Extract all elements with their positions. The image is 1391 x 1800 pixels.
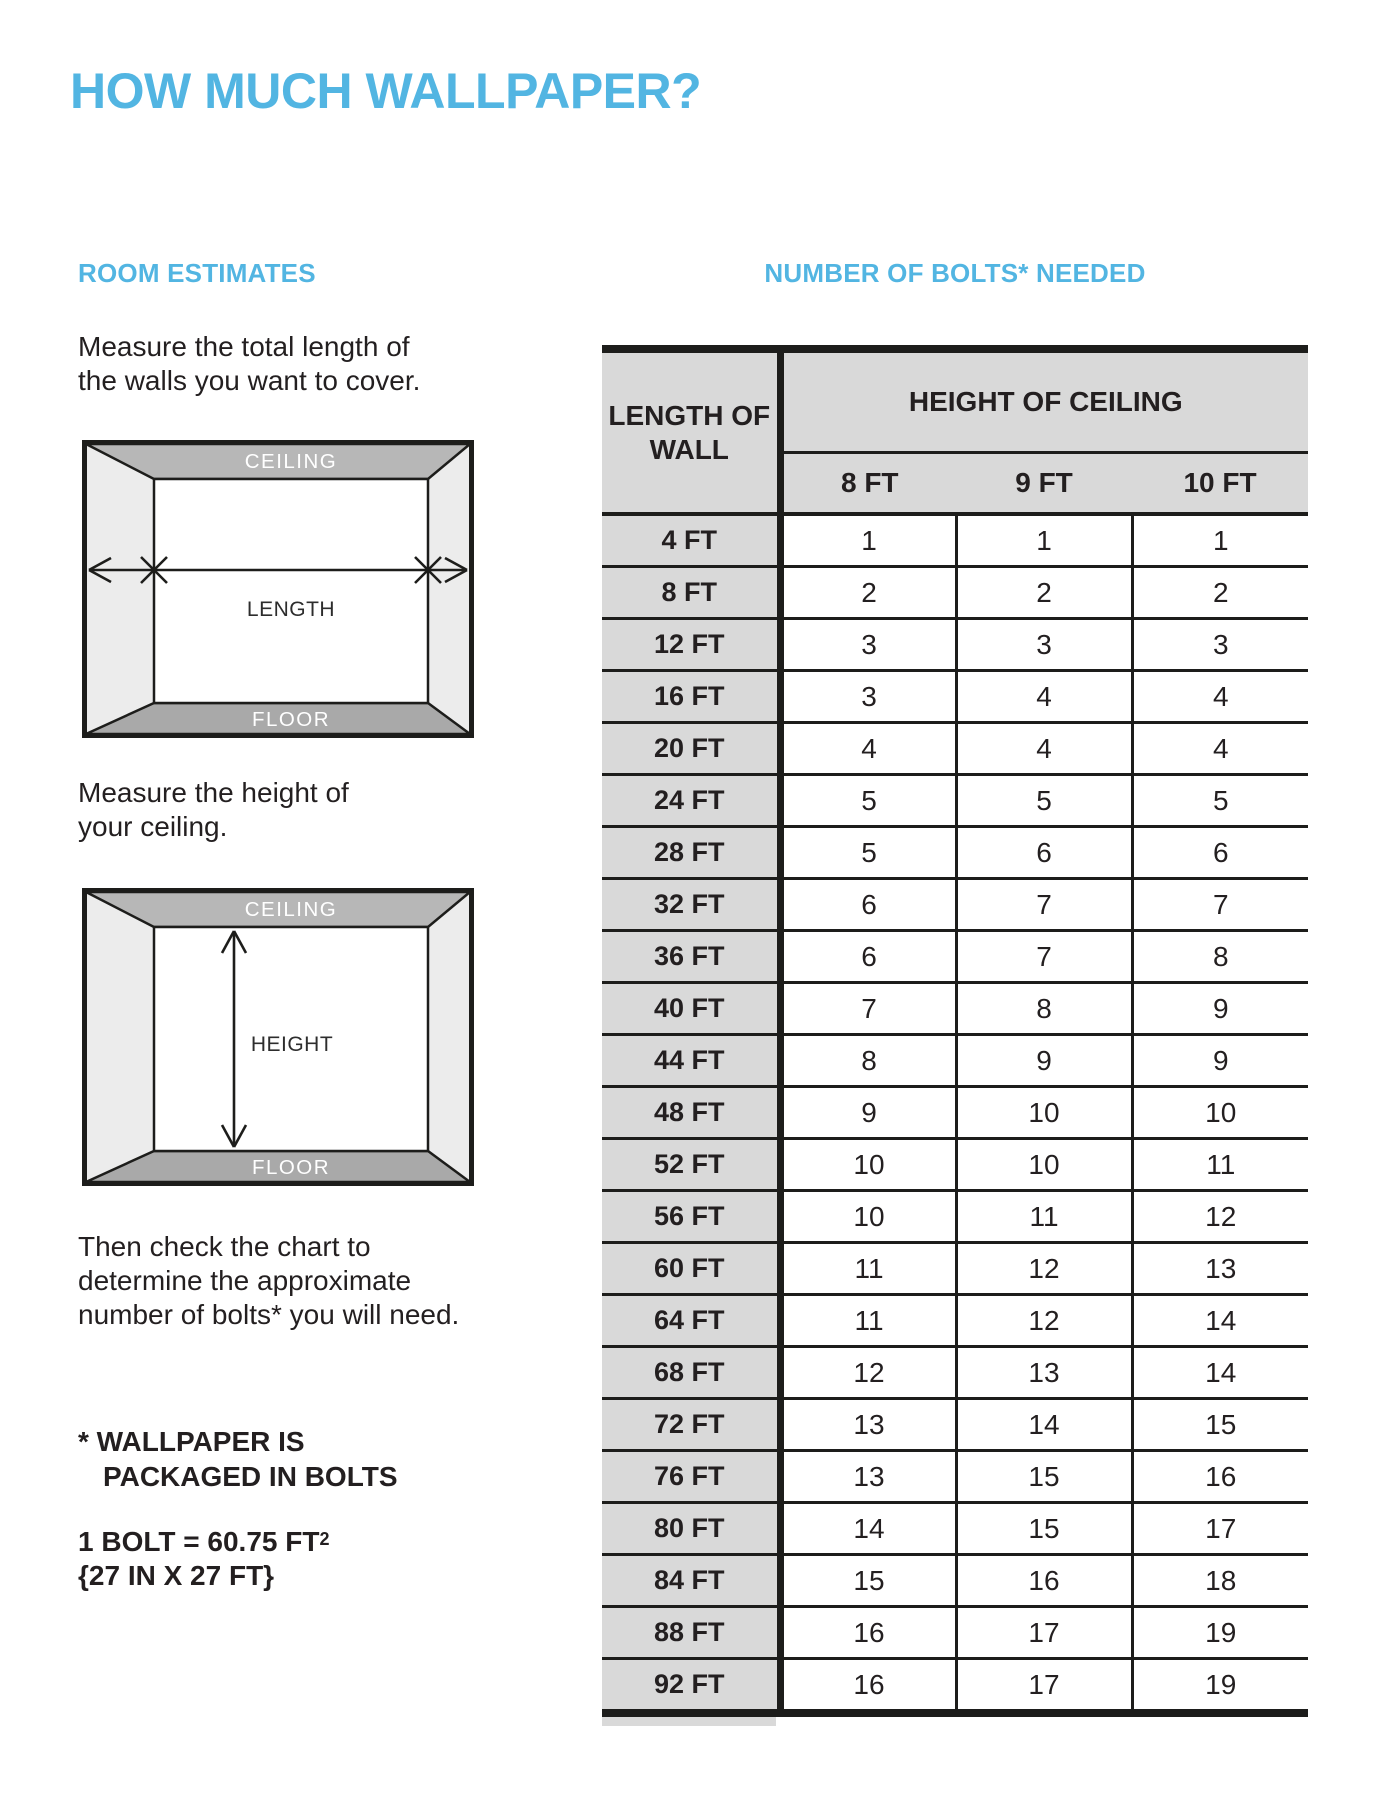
table-row [602, 1503, 1308, 1555]
bolts-cell-10ft: 12 [1132, 1191, 1308, 1243]
step3-line: Then check the chart to [78, 1231, 371, 1262]
row-length-label: 76 FT [602, 1451, 780, 1503]
length-label: LENGTH [246, 598, 336, 621]
bolts-cell-10ft: 6 [1132, 827, 1308, 879]
bolt-size-note [78, 1522, 329, 1593]
row-length-label: 4 FT [602, 514, 780, 567]
row-length-label: 16 FT [602, 671, 780, 723]
table-row [602, 879, 1308, 931]
step1-line: the walls you want to cover. [78, 365, 421, 396]
bolts-cell-9ft: 8 [956, 983, 1132, 1035]
bolts-table [602, 345, 1308, 1717]
table-row [602, 775, 1308, 827]
footnote-line: PACKAGED IN BOLTS [103, 1461, 398, 1492]
bolts-cell-9ft: 2 [956, 567, 1132, 619]
table-row [602, 1191, 1308, 1243]
bolt-equation [78, 1522, 329, 1559]
table-row [602, 1295, 1308, 1347]
bolts-cell-8ft: 16 [780, 1659, 956, 1714]
bolts-cell-9ft: 12 [956, 1295, 1132, 1347]
row-length-label: 20 FT [602, 723, 780, 775]
bolt-equation-text: 1 BOLT = 60.75 FT [78, 1526, 320, 1557]
bolts-cell-10ft: 19 [1132, 1659, 1308, 1714]
height-label: HEIGHT [250, 1033, 334, 1056]
bolts-cell-9ft: 7 [956, 931, 1132, 983]
table-row [602, 983, 1308, 1035]
step1-line: Measure the total length of [78, 331, 410, 362]
step3-line: number of bolts* you will need. [78, 1299, 460, 1330]
page-title: HOW MUCH WALLPAPER? [70, 63, 702, 119]
bolts-cell-9ft: 1 [956, 514, 1132, 567]
table-row [602, 1243, 1308, 1295]
bolts-cell-9ft: 7 [956, 879, 1132, 931]
row-length-label: 88 FT [602, 1607, 780, 1659]
bolts-cell-9ft: 15 [956, 1451, 1132, 1503]
bolts-cell-8ft: 16 [780, 1607, 956, 1659]
bolts-cell-9ft: 4 [956, 723, 1132, 775]
bolts-cell-8ft: 3 [780, 671, 956, 723]
row-length-label: 52 FT [602, 1139, 780, 1191]
bolts-cell-8ft: 10 [780, 1191, 956, 1243]
row-length-label: 84 FT [602, 1555, 780, 1607]
bolts-cell-10ft: 3 [1132, 619, 1308, 671]
bolts-cell-9ft: 15 [956, 1503, 1132, 1555]
bolts-cell-8ft: 4 [780, 723, 956, 775]
table-row [602, 1399, 1308, 1451]
height-of-ceiling-header: HEIGHT OF CEILING [780, 349, 1308, 453]
bolts-cell-8ft: 3 [780, 619, 956, 671]
table-row [602, 1451, 1308, 1503]
table-row [602, 931, 1308, 983]
table-row [602, 827, 1308, 879]
table-row [602, 1659, 1308, 1714]
row-length-label: 12 FT [602, 619, 780, 671]
table-row [602, 1035, 1308, 1087]
bolts-cell-8ft: 13 [780, 1451, 956, 1503]
bolts-cell-9ft: 12 [956, 1243, 1132, 1295]
table-row [602, 1139, 1308, 1191]
bolts-cell-10ft: 11 [1132, 1139, 1308, 1191]
bolts-cell-10ft: 9 [1132, 1035, 1308, 1087]
table-row [602, 514, 1308, 567]
bolts-cell-9ft: 13 [956, 1347, 1132, 1399]
bolts-cell-8ft: 5 [780, 827, 956, 879]
bolts-cell-9ft: 17 [956, 1607, 1132, 1659]
col-header-9ft: 9 FT [956, 453, 1132, 515]
row-length-label: 32 FT [602, 879, 780, 931]
col-header-10ft: 10 FT [1132, 453, 1308, 515]
bolts-cell-8ft: 11 [780, 1295, 956, 1347]
row-length-label: 24 FT [602, 775, 780, 827]
table-row [602, 671, 1308, 723]
row-length-label: 36 FT [602, 931, 780, 983]
bolts-cell-8ft: 9 [780, 1087, 956, 1139]
bolts-cell-10ft: 18 [1132, 1555, 1308, 1607]
bolts-cell-10ft: 15 [1132, 1399, 1308, 1451]
footnote-line: * WALLPAPER IS [78, 1426, 305, 1457]
bolts-cell-9ft: 5 [956, 775, 1132, 827]
table-row [602, 619, 1308, 671]
bolts-cell-10ft: 14 [1132, 1347, 1308, 1399]
table-row [602, 1607, 1308, 1659]
step2-line: Measure the height of [78, 777, 349, 808]
bolts-cell-8ft: 10 [780, 1139, 956, 1191]
table-row [602, 723, 1308, 775]
bolts-cell-8ft: 12 [780, 1347, 956, 1399]
bolts-cell-9ft: 9 [956, 1035, 1132, 1087]
row-length-label: 92 FT [602, 1659, 780, 1714]
row-length-label: 28 FT [602, 827, 780, 879]
room-height-diagram [82, 888, 474, 1186]
bolts-needed-heading: NUMBER OF BOLTS* NEEDED [764, 258, 1146, 288]
bolts-cell-8ft: 7 [780, 983, 956, 1035]
bolts-cell-8ft: 6 [780, 879, 956, 931]
bolts-cell-8ft: 1 [780, 514, 956, 567]
row-length-label: 60 FT [602, 1243, 780, 1295]
instruction-step-2 [78, 776, 349, 844]
bolts-cell-10ft: 4 [1132, 723, 1308, 775]
bolts-cell-10ft: 14 [1132, 1295, 1308, 1347]
label-column-stub [602, 1717, 776, 1726]
instruction-step-3 [78, 1230, 459, 1332]
col-header-8ft: 8 FT [780, 453, 956, 515]
back-wall [154, 479, 428, 703]
table-row [602, 1347, 1308, 1399]
row-length-label: 40 FT [602, 983, 780, 1035]
row-length-label: 72 FT [602, 1399, 780, 1451]
floor-label: FLOOR [251, 1156, 331, 1179]
bolts-cell-9ft: 17 [956, 1659, 1132, 1714]
floor-label: FLOOR [251, 708, 331, 731]
row-length-label: 68 FT [602, 1347, 780, 1399]
ceiling-label: CEILING [244, 898, 338, 921]
bolts-table-wrap [602, 345, 1308, 1726]
step2-line: your ceiling. [78, 811, 228, 842]
bolts-cell-10ft: 2 [1132, 567, 1308, 619]
bolts-cell-10ft: 19 [1132, 1607, 1308, 1659]
bolts-cell-10ft: 1 [1132, 514, 1308, 567]
instruction-step-1 [78, 330, 420, 398]
step3-line: determine the approximate [78, 1265, 412, 1296]
table-row [602, 1555, 1308, 1607]
bolts-cell-9ft: 3 [956, 619, 1132, 671]
wallpaper-bolts-footnote [78, 1424, 398, 1494]
bolts-cell-8ft: 5 [780, 775, 956, 827]
row-length-label: 80 FT [602, 1503, 780, 1555]
table-row [602, 567, 1308, 619]
bolt-equation-superscript: 2 [319, 1529, 330, 1549]
row-length-label: 48 FT [602, 1087, 780, 1139]
bolts-cell-10ft: 10 [1132, 1087, 1308, 1139]
bolts-cell-10ft: 4 [1132, 671, 1308, 723]
row-length-label: 56 FT [602, 1191, 780, 1243]
bolts-cell-10ft: 13 [1132, 1243, 1308, 1295]
bolts-cell-10ft: 7 [1132, 879, 1308, 931]
row-length-label: 8 FT [602, 567, 780, 619]
bolts-cell-10ft: 9 [1132, 983, 1308, 1035]
bolts-cell-8ft: 2 [780, 567, 956, 619]
bolts-cell-10ft: 16 [1132, 1451, 1308, 1503]
bolts-cell-8ft: 11 [780, 1243, 956, 1295]
bolts-cell-9ft: 10 [956, 1087, 1132, 1139]
bolts-cell-8ft: 8 [780, 1035, 956, 1087]
bolts-cell-10ft: 8 [1132, 931, 1308, 983]
bolts-cell-9ft: 16 [956, 1555, 1132, 1607]
room-estimates-heading: ROOM ESTIMATES [78, 258, 316, 288]
bolts-cell-8ft: 14 [780, 1503, 956, 1555]
room-length-diagram [82, 440, 474, 738]
bolts-cell-9ft: 4 [956, 671, 1132, 723]
bolt-dimensions: {27 IN X 27 FT} [78, 1560, 275, 1591]
bolts-cell-8ft: 6 [780, 931, 956, 983]
bolts-cell-9ft: 11 [956, 1191, 1132, 1243]
length-of-wall-header: LENGTH OF WALL [602, 349, 780, 514]
bolts-cell-10ft: 17 [1132, 1503, 1308, 1555]
row-length-label: 64 FT [602, 1295, 780, 1347]
table-row [602, 1087, 1308, 1139]
bolts-cell-9ft: 14 [956, 1399, 1132, 1451]
bolts-cell-8ft: 13 [780, 1399, 956, 1451]
row-length-label: 44 FT [602, 1035, 780, 1087]
bolts-cell-9ft: 6 [956, 827, 1132, 879]
bolts-cell-10ft: 5 [1132, 775, 1308, 827]
bolts-cell-9ft: 10 [956, 1139, 1132, 1191]
bolts-cell-8ft: 15 [780, 1555, 956, 1607]
ceiling-label: CEILING [244, 450, 338, 473]
